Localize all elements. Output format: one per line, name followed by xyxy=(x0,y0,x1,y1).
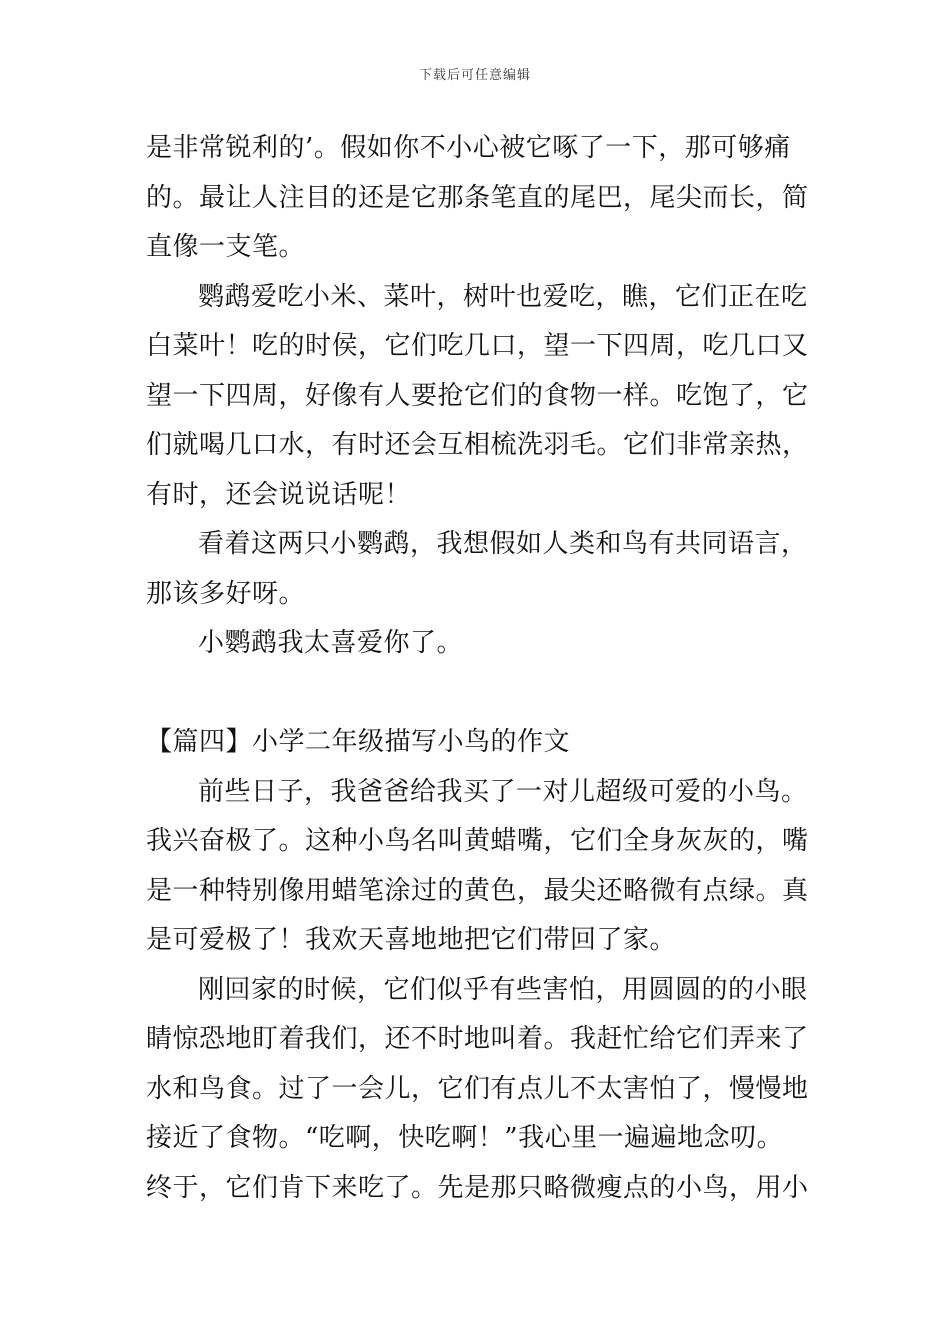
section-heading: 【篇四】小学二年级描写小鸟的作文 xyxy=(146,727,571,757)
text-line: 水和鸟食。过了一会儿，它们有点儿不太害怕了，慢慢地 xyxy=(146,1073,809,1104)
text-line: 接近了食物。“吃啊，快吃啊！”我心里一遍遍地念叨。 xyxy=(146,1123,784,1153)
paragraph-start: 小鹦鹉我太喜爱你了。 xyxy=(198,628,464,658)
text-line: 是非常锐利的’。假如你不小心被它啄了一下，那可够痛 xyxy=(146,133,791,163)
paragraph-start: 前些日子，我爸爸给我买了一对儿超级可爱的小鸟。 xyxy=(198,776,808,807)
paragraph-start: 看着这两只小鹦鹉，我想假如人类和鸟有共同语言， xyxy=(198,529,808,559)
text-line: 的。最让人注目的还是它那条笔直的尾巴，尾尖而长，简 xyxy=(146,182,809,213)
text-line: 是一种特别像用蜡笔涂过的黄色，最尖还略微有点绿。真 xyxy=(146,875,809,906)
text-line: 们就喝几口水，有时还会互相梳洗羽毛。它们非常亲热， xyxy=(146,430,809,460)
text-line: 有时，还会说说话呢！ xyxy=(146,479,412,510)
text-line: 望一下四周，好像有人要抢它们的食物一样。吃饱了，它 xyxy=(146,380,809,411)
text-line: 直像一支笔。 xyxy=(146,232,306,262)
blank-line xyxy=(146,669,811,719)
text-line: 白菜叶！吃的时侯，它们吃几口，望一下四周，吃几口又 xyxy=(146,331,809,361)
text-line: 那该多好呀。 xyxy=(146,578,306,609)
text-line: 是可爱极了！我欢天喜地地把它们带回了家。 xyxy=(146,925,677,955)
document-body xyxy=(146,124,811,1213)
paragraph-start: 刚回家的时候，它们似乎有些害怕，用圆圆的的小眼 xyxy=(198,974,808,1005)
text-line: 终于，它们肯下来吃了。先是那只略微瘦点的小鸟，用小 xyxy=(146,1172,809,1203)
paragraph-start: 鹦鹉爱吃小米、菜叶，树叶也爱吃，瞧，它们正在吃 xyxy=(198,281,808,312)
page-header: 下载后可任意编辑 xyxy=(418,68,531,83)
text-line: 睛惊恐地盯着我们，还不时地叫着。我赶忙给它们弄来了 xyxy=(146,1024,809,1054)
text-line: 我兴奋极了。这种小鸟名叫黄蜡嘴，它们全身灰灰的，嘴 xyxy=(146,826,809,856)
